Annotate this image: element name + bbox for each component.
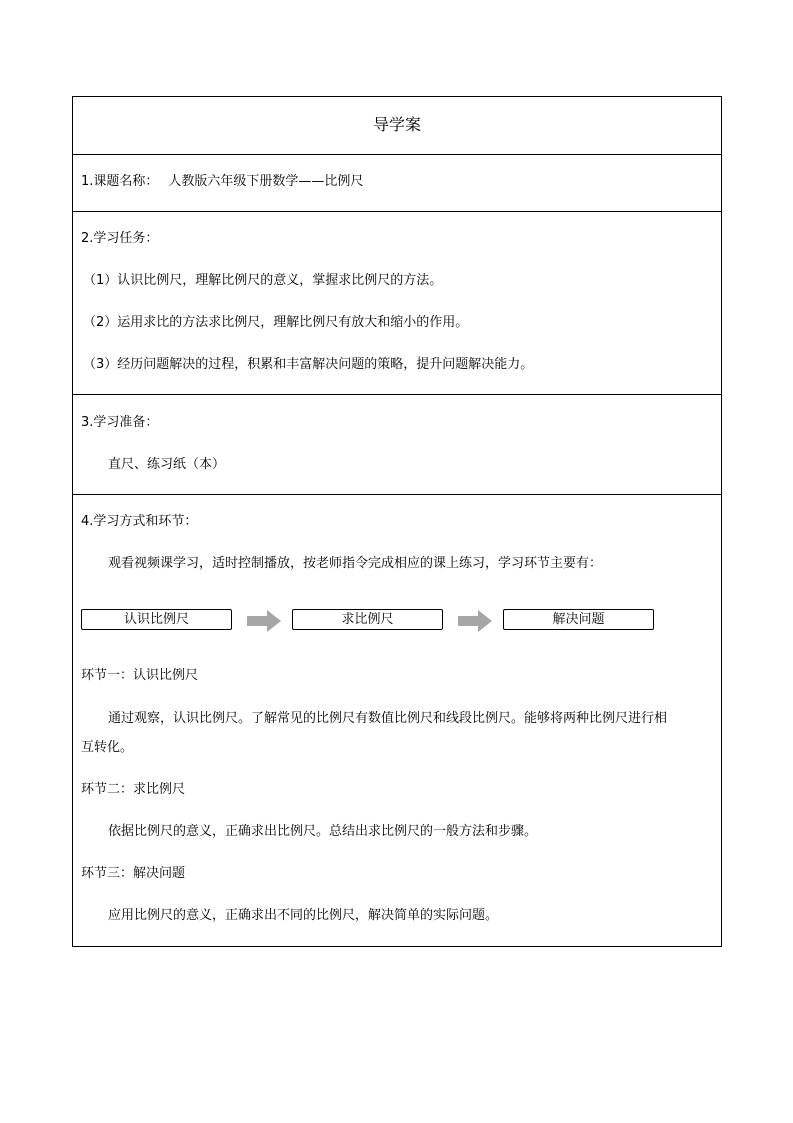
prep-content: 直尺、练习纸（本）	[108, 457, 226, 472]
method-heading: 4.学习方式和环节：	[81, 514, 198, 529]
page-title: 导学案	[372, 115, 421, 134]
divider	[73, 154, 721, 155]
lesson-plan-table	[72, 96, 722, 947]
task-item-3: （3）经历问题解决的过程，积累和丰富解决问题的策略，提升问题解决能力。	[83, 357, 534, 372]
tasks-heading: 2.学习任务：	[81, 231, 159, 246]
divider	[73, 394, 721, 395]
task-item-2: （2）运用求比的方法求比例尺，理解比例尺有放大和缩小的作用。	[83, 315, 469, 330]
flow-step-solve: 解决问题	[503, 609, 654, 630]
stage-3-line-1: 应用比例尺的意义，正确求出不同的比例尺，解决简单的实际问题。	[108, 908, 499, 923]
divider	[73, 211, 721, 212]
stage-1-title: 环节一：认识比例尺	[81, 668, 199, 683]
prep-heading: 3.学习准备：	[81, 415, 159, 430]
topic-label: 1.课题名称：	[81, 174, 159, 189]
stage-2-title: 环节二：求比例尺	[81, 782, 186, 797]
flow-step-calculate: 求比例尺	[292, 609, 443, 630]
arrow-right-icon	[247, 610, 281, 632]
method-intro: 观看视频课学习，适时控制播放，按老师指令完成相应的课上练习，学习环节主要有：	[108, 556, 603, 571]
topic-value: 人教版六年级下册数学——比例尺	[168, 174, 364, 189]
flow-step-recognize: 认识比例尺	[81, 609, 232, 630]
stage-1-line-1: 通过观察，认识比例尺。了解常见的比例尺有数值比例尺和线段比例尺。能够将两种比例尺进行相	[108, 711, 668, 726]
topic-row	[81, 174, 363, 190]
divider	[73, 494, 721, 495]
stage-2-line-1: 依据比例尺的意义，正确求出比例尺。总结出求比例尺的一般方法和步骤。	[108, 824, 538, 839]
task-item-1: （1）认识比例尺，理解比例尺的意义，掌握求比例尺的方法。	[83, 273, 443, 288]
arrow-right-icon	[458, 610, 492, 632]
stage-3-title: 环节三：解决问题	[81, 866, 186, 881]
stage-1-line-2: 互转化。	[81, 740, 134, 755]
